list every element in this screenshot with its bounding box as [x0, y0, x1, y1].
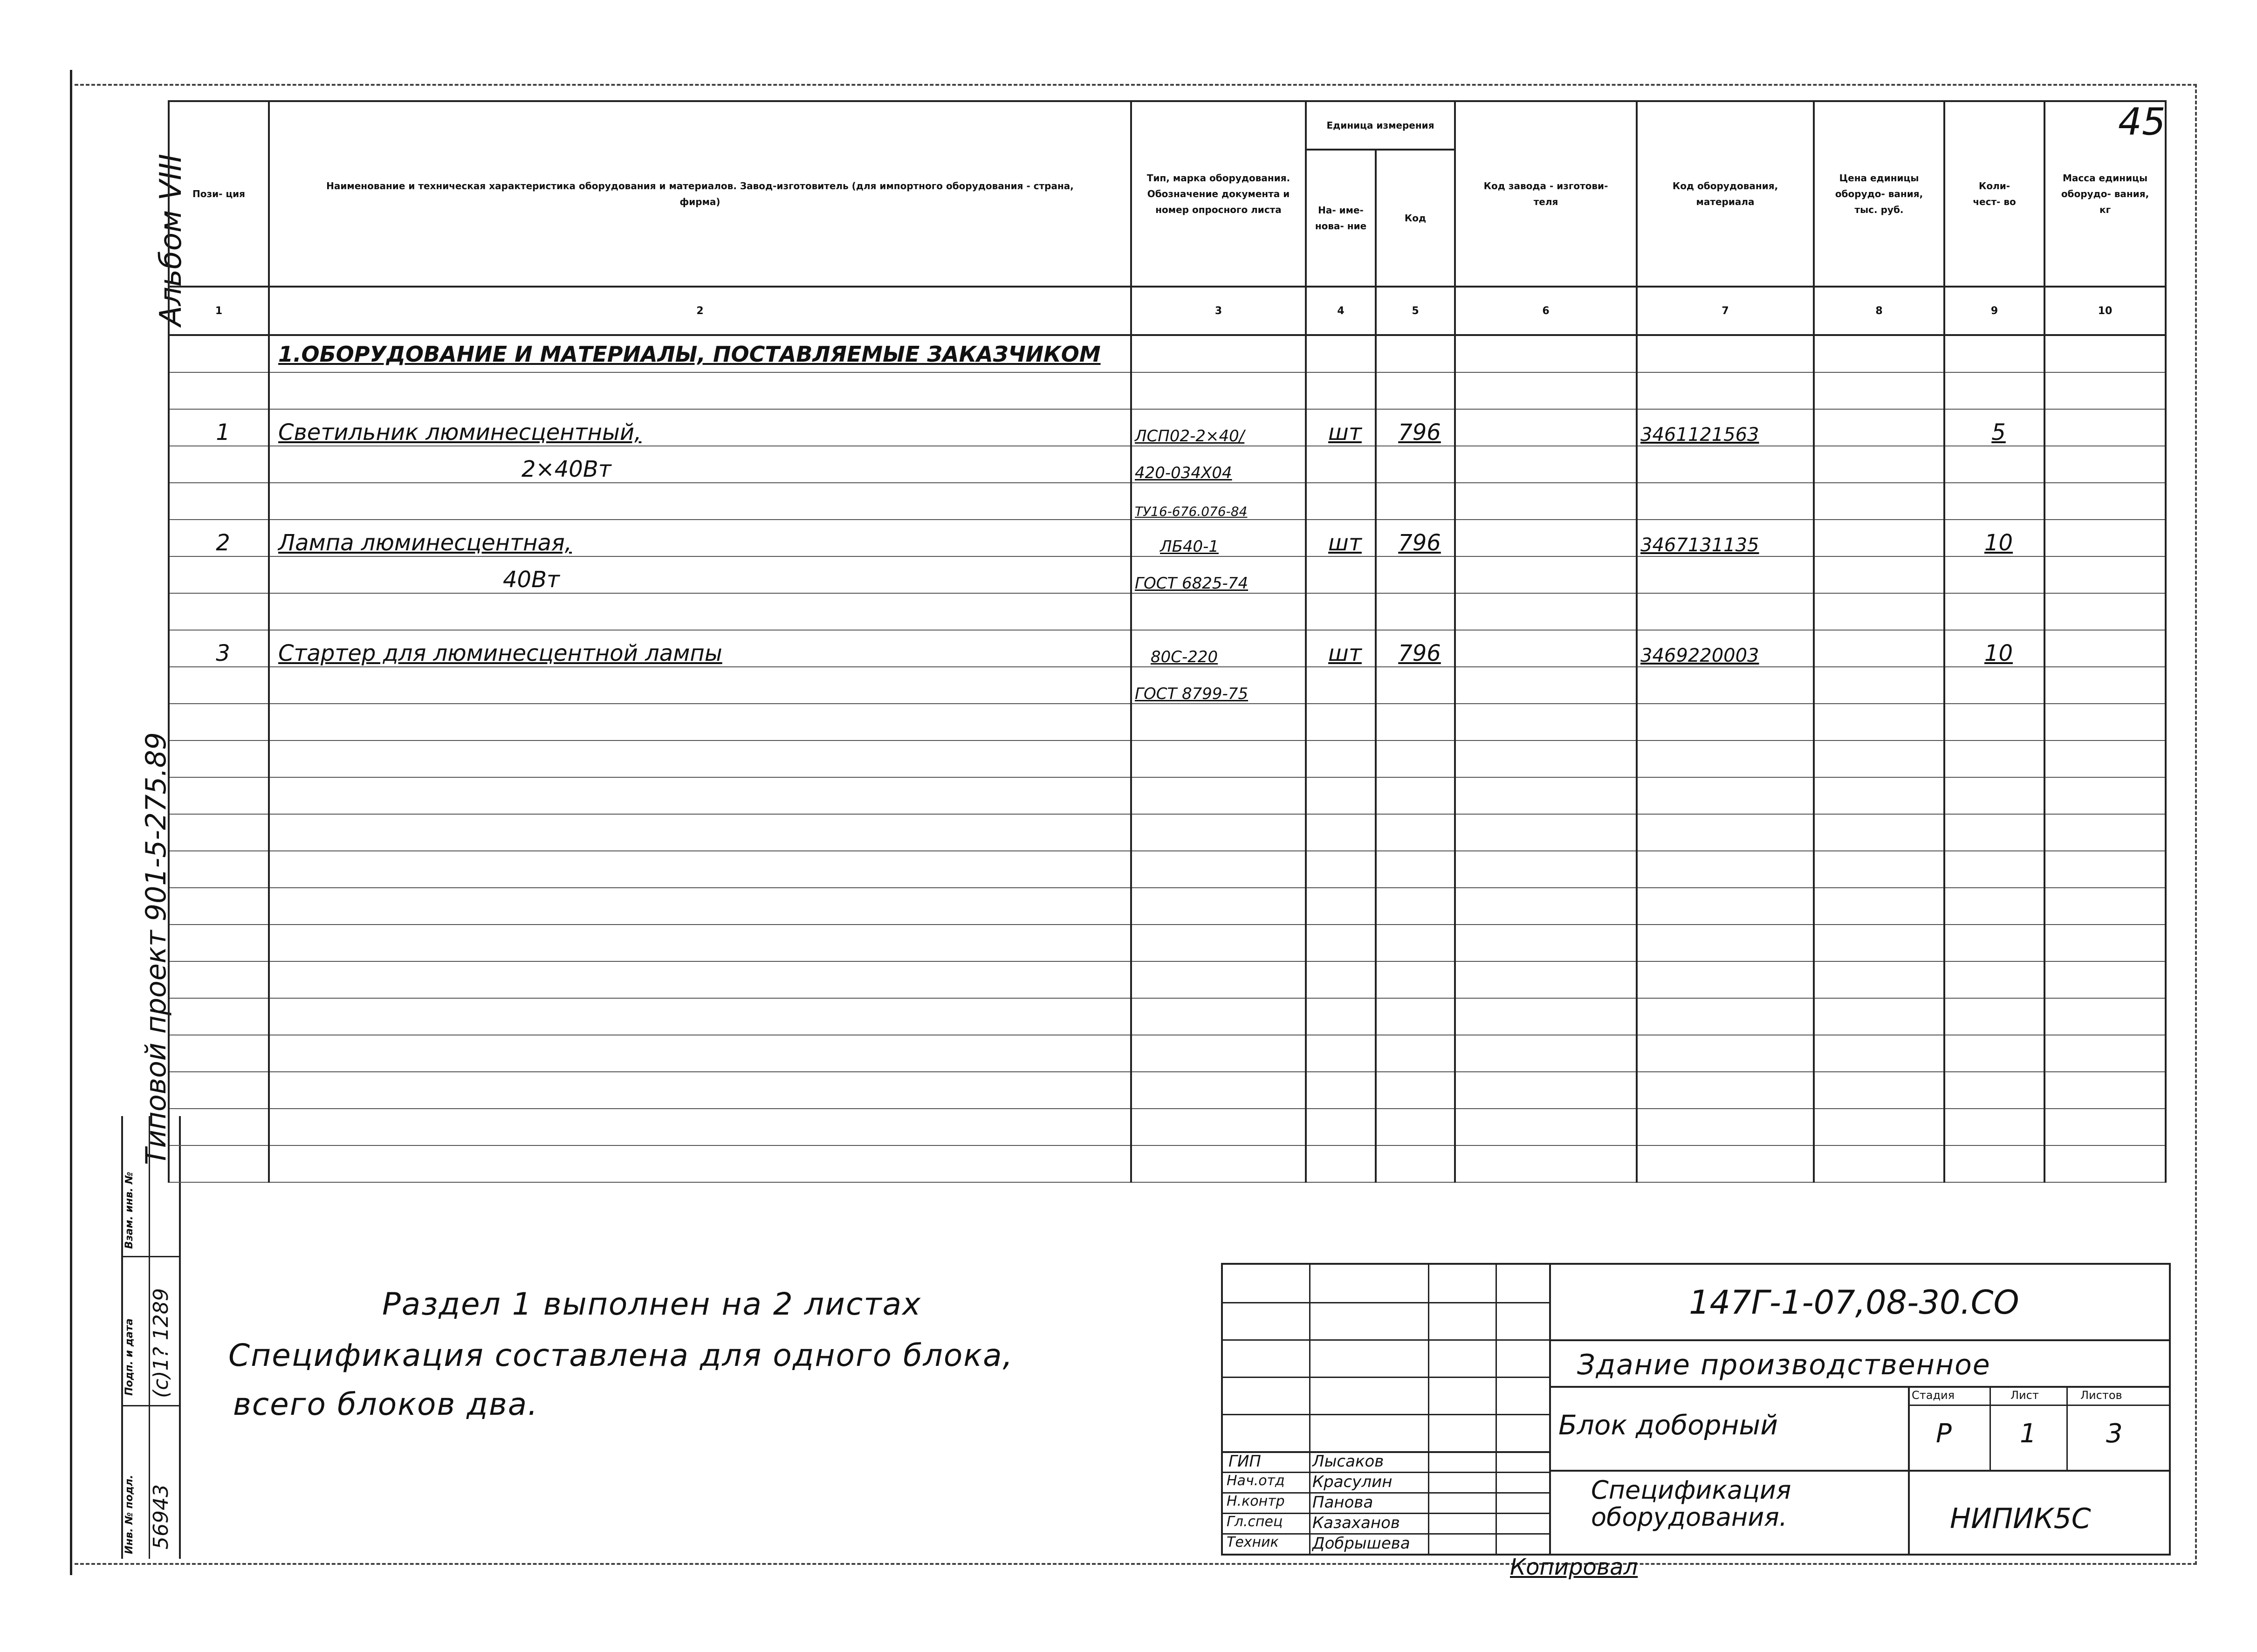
- table-row: [169, 1109, 2166, 1145]
- stage-label: Стадия: [1912, 1389, 1955, 1402]
- row-position: 1: [169, 409, 269, 446]
- row-name-continued: 40Вт: [269, 556, 1131, 593]
- signer-name: Добрышева: [1312, 1534, 1410, 1553]
- table-row: [169, 961, 2166, 998]
- row-type: 420-034Х04: [1131, 446, 1306, 483]
- note-sheets: Раздел 1 выполнен на 2 листах: [382, 1286, 922, 1322]
- copied-by-label: Копировал: [1510, 1554, 1638, 1580]
- row-unit: шт: [1306, 630, 1376, 667]
- table-row: [169, 520, 2166, 556]
- signer-name: Казаханов: [1312, 1514, 1400, 1532]
- row-unit-code: 796: [1376, 520, 1455, 556]
- signer-role: Н.контр: [1227, 1493, 1285, 1509]
- col-number: 10: [2044, 287, 2166, 335]
- inventory-number-value: 56943: [149, 1484, 173, 1549]
- table-row: [169, 593, 2166, 630]
- col-number: 5: [1376, 287, 1455, 335]
- sheet-label: Лист: [2010, 1389, 2039, 1402]
- header-unit-group: Единица измерения: [1306, 101, 1455, 150]
- row-unit-code: 796: [1376, 409, 1455, 446]
- specification-table: [168, 100, 2167, 1183]
- signer-role: ГИП: [1228, 1452, 1261, 1471]
- col-number: 8: [1814, 287, 1944, 335]
- table-row: [169, 704, 2166, 740]
- row-name: Светильник люминесцентный,: [269, 409, 1131, 446]
- row-quantity: 10: [1944, 520, 2044, 556]
- row-equipment-code: 3469220003: [1637, 630, 1814, 667]
- signer-name: Красулин: [1312, 1473, 1393, 1491]
- table-row: [169, 888, 2166, 925]
- row-quantity: 5: [1944, 409, 2044, 446]
- note-specification: Спецификация составлена для одного блока,: [228, 1337, 1014, 1373]
- header-row-1: [169, 101, 2166, 150]
- signature-date-value: (c)1? 1289: [149, 1288, 173, 1398]
- header-unit-name: На- име- нова- ние: [1306, 150, 1376, 287]
- project-label: Типовой проект 901-5-275.89: [140, 732, 172, 1165]
- building-title: Здание производственное: [1577, 1349, 1991, 1381]
- col-number: 6: [1455, 287, 1637, 335]
- row-unit-code: 796: [1376, 630, 1455, 667]
- title-block: [1221, 1263, 2171, 1556]
- header-type: Тип, марка оборудования. Обозначение документа и номер опросного листа: [1131, 101, 1306, 287]
- col-number: 1: [169, 287, 269, 335]
- table-row: [169, 446, 2166, 483]
- note-blocks: всего блоков два.: [233, 1386, 539, 1422]
- inventory-label-replaced: Взам. инв. №: [123, 1172, 135, 1249]
- col-number: 2: [269, 287, 1131, 335]
- page-number: 45: [2118, 100, 2166, 144]
- section-title: 1.ОБОРУДОВАНИЕ И МАТЕРИАЛЫ, ПОСТАВЛЯЕМЫЕ ЗАКАЗЧИКОМ: [269, 335, 1131, 372]
- signer-role: Нач.отд: [1227, 1473, 1285, 1489]
- table-row: [169, 409, 2166, 446]
- table-row: [169, 998, 2166, 1035]
- signer-name: Лысаков: [1312, 1452, 1384, 1471]
- table-row: [169, 372, 2166, 409]
- row-unit: шт: [1306, 409, 1376, 446]
- row-name: Стартер для люминесцентной лампы: [269, 630, 1131, 667]
- header-position: Пози- ция: [169, 101, 269, 287]
- sheets-value: 3: [2106, 1419, 2123, 1449]
- table-row: [169, 1072, 2166, 1109]
- row-equipment-code: 3467131135: [1637, 520, 1814, 556]
- signer-role: Техник: [1227, 1534, 1279, 1550]
- table-row: [169, 814, 2166, 851]
- table-row: [169, 483, 2166, 520]
- row-name: Лампа люминесцентная,: [269, 520, 1131, 556]
- row-quantity: 10: [1944, 630, 2044, 667]
- inventory-label-signature: Подп. и дата: [123, 1318, 135, 1396]
- table-row: [169, 556, 2166, 593]
- header-equipment-code: Код оборудования, материала: [1637, 101, 1814, 287]
- stage-value: Р: [1936, 1419, 1952, 1449]
- row-type: 80С-220: [1131, 630, 1306, 667]
- col-number: 9: [1944, 287, 2044, 335]
- header-mass: Масса единицы оборудо- вания, кг: [2044, 101, 2166, 287]
- document-code: 147Г-1-07,08-30.СО: [1689, 1283, 2019, 1322]
- sheets-label: Листов: [2080, 1389, 2122, 1402]
- table-row: [169, 1035, 2166, 1072]
- sheet-title: Спецификация оборудования.: [1591, 1475, 1791, 1532]
- row-position: 3: [169, 630, 269, 667]
- signer-role: Гл.спец: [1227, 1514, 1283, 1530]
- row-type: ГОСТ 8799-75: [1131, 667, 1306, 704]
- table-row: [169, 667, 2166, 704]
- row-type: ГОСТ 6825-74: [1131, 556, 1306, 593]
- row-type: ЛСП02-2×40/: [1131, 409, 1306, 446]
- table-row: [169, 925, 2166, 961]
- header-quantity: Коли- чест- во: [1944, 101, 2044, 287]
- table-row: [169, 630, 2166, 667]
- section-title-row: [169, 335, 2166, 372]
- table-row: [169, 777, 2166, 814]
- row-name-continued: 2×40Вт: [269, 446, 1131, 483]
- block-title: Блок доборный: [1558, 1409, 1778, 1441]
- header-unit-code: Код: [1376, 150, 1455, 287]
- column-number-row: [169, 287, 2166, 335]
- col-number: 7: [1637, 287, 1814, 335]
- organization: НИПИК5С: [1950, 1502, 2091, 1535]
- left-binding-line: [70, 70, 72, 1575]
- header-maker-code: Код завода - изготови- теля: [1455, 101, 1637, 287]
- row-unit: шт: [1306, 520, 1376, 556]
- row-equipment-code: 3461121563: [1637, 409, 1814, 446]
- table-row: [169, 1145, 2166, 1182]
- album-label: Альбом VIII: [154, 153, 188, 326]
- signer-name: Панова: [1312, 1493, 1373, 1512]
- table-row: [169, 851, 2166, 888]
- row-type: ТУ16-676.076-84: [1131, 483, 1306, 520]
- inventory-label-original: Инв. № подл.: [123, 1474, 135, 1554]
- header-name: Наименование и техническая характеристика оборудования и материалов. Завод-изготовитель (для импортного оборудования - страна, фирма): [269, 101, 1131, 287]
- sheet-value: 1: [2020, 1419, 2037, 1449]
- header-price: Цена единицы оборудо- вания, тыс. руб.: [1814, 101, 1944, 287]
- col-number: 4: [1306, 287, 1376, 335]
- col-number: 3: [1131, 287, 1306, 335]
- table-row: [169, 740, 2166, 777]
- row-position: 2: [169, 520, 269, 556]
- signature-grid: [1223, 1265, 1551, 1554]
- row-type: ЛБ40-1: [1131, 520, 1306, 556]
